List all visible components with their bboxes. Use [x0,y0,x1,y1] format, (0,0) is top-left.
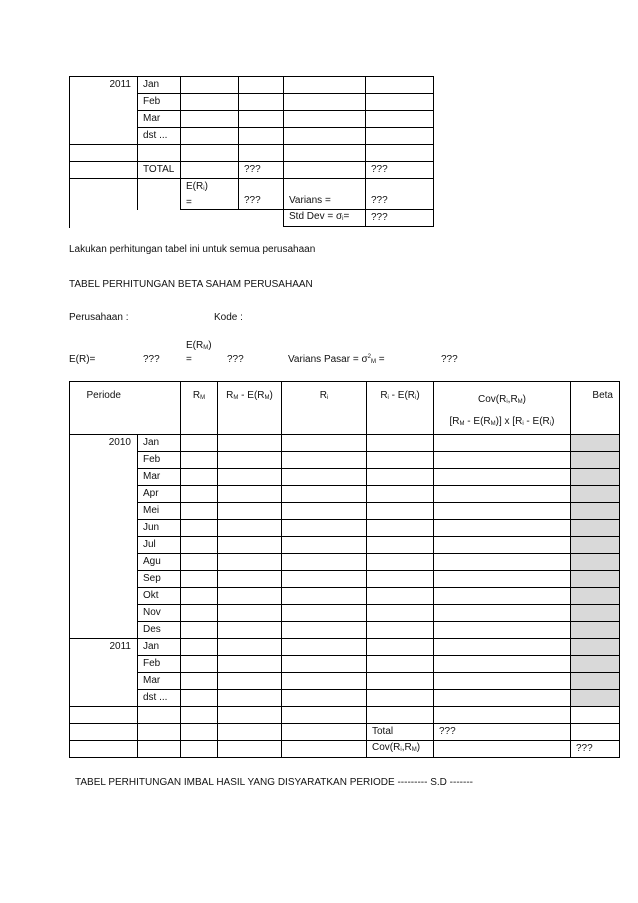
year-cell [70,486,138,503]
table-row [70,77,434,94]
table-row [70,690,620,707]
erm-value: ??? [227,354,244,365]
beta-cell [571,571,620,588]
table-row [70,656,620,673]
beta-cell [571,554,620,571]
top-partial-table [69,76,434,227]
table-row [70,435,620,452]
month-cell: Agu [138,554,181,571]
beta-value: ??? [571,741,620,758]
eri-label: $E(R_i)$ = [181,179,239,210]
year-cell: 2011 [70,639,138,656]
year-cell [70,469,138,486]
stddev-value: ??? [366,210,434,227]
header-rm: $R_M$ [181,382,218,435]
varians-pasar-label: Varians Pasar = $\sigma^2_M$ = [288,354,385,365]
total-row [70,162,434,179]
month-cell: Mar [138,111,181,128]
year-cell [70,656,138,673]
month-cell: dst ... [138,128,181,145]
table-row [70,452,620,469]
month-cell: dst ... [138,690,181,707]
beta-cell [571,520,620,537]
beta-cell [571,435,620,452]
varians-value: ??? [366,179,434,210]
header-periode: Periode [70,382,138,435]
table-row [70,145,434,162]
table-row [70,537,620,554]
year-cell [70,537,138,554]
stddev-label: Std Dev = $\sigma_i=$ [284,210,366,227]
table-row [70,554,620,571]
month-cell: Des [138,622,181,639]
er-value: ??? [143,354,160,365]
imbal-table-title: TABEL PERHITUNGAN IMBAL HASIL YANG DISYARATKAN PERIODE --------- S.D ------- [75,777,473,788]
month-cell: Mar [138,469,181,486]
month-cell: Feb [138,452,181,469]
eri-value: ??? [239,179,284,210]
table-row [70,673,620,690]
header-rm-erm: $R_M - E(R_M)$ [218,382,282,435]
total-label: TOTAL [138,162,181,179]
month-cell: Mar [138,673,181,690]
header-cov-formula: $[R_M - E(R_M)]$ x [$R_i - E(R_i)$ [449,416,555,427]
month-cell: Apr [138,486,181,503]
er-label: E(R)= [69,354,96,365]
year-cell [70,673,138,690]
erm-label: $E(R_M)$ [186,340,212,351]
total-value-1: ??? [239,162,284,179]
month-cell: Feb [138,656,181,673]
table-row [70,520,620,537]
table-row [70,707,620,724]
stddev-row [70,210,434,227]
month-cell: Jan [138,435,181,452]
table-row [70,622,620,639]
varians-pasar-value: ??? [441,354,458,365]
cov-row [70,741,620,758]
year-cell [70,571,138,588]
month-cell: Nov [138,605,181,622]
table-row [70,111,434,128]
year-cell [70,554,138,571]
beta-table [69,381,620,758]
beta-cell [571,673,620,690]
year-cell: 2010 [70,435,138,452]
beta-cell [571,639,620,656]
beta-cell [571,452,620,469]
table-row [70,503,620,520]
year-cell [70,520,138,537]
month-cell: Sep [138,571,181,588]
month-cell: Feb [138,94,181,111]
header-beta: Beta [571,382,620,435]
beta-table-title: TABEL PERHITUNGAN BETA SAHAM PERUSAHAAN [69,279,313,290]
table-edge [69,222,70,228]
month-cell: Jul [138,537,181,554]
cov-label: $Cov(R_i,R_M)$ [367,741,434,758]
beta-cell [571,469,620,486]
header-row [70,382,620,435]
header-cov: $Cov(R_i,R_M)$ $[R_M - E(R_M)]$ x [$R_i - E(R_i)$ [434,382,571,435]
eri-row [70,179,434,210]
table-row [70,128,434,145]
month-cell: Jun [138,520,181,537]
table-row [70,639,620,656]
year-cell [70,605,138,622]
total-value: ??? [434,724,571,741]
table-row [70,605,620,622]
beta-cell [571,486,620,503]
table-row [70,588,620,605]
total-label: Total [367,724,434,741]
year-cell: 2011 [70,77,138,94]
table-row [70,486,620,503]
header-ri: $R_i$ [282,382,367,435]
erm-eq: = [186,354,192,365]
beta-cell [571,588,620,605]
year-cell [70,622,138,639]
beta-cell [571,690,620,707]
varians-label: Varians = [284,179,366,210]
month-cell: Jan [138,639,181,656]
month-cell: Jan [138,77,181,94]
year-cell [70,503,138,520]
month-cell: Mei [138,503,181,520]
year-cell [70,452,138,469]
perusahaan-label: Perusahaan : [69,312,129,323]
year-cell [70,690,138,707]
year-cell [70,588,138,605]
instruction-text: Lakukan perhitungan tabel ini untuk semua perusahaan [69,244,316,255]
beta-cell [571,622,620,639]
table-row [70,571,620,588]
total-row [70,724,620,741]
kode-label: Kode : [214,312,243,323]
beta-cell [571,605,620,622]
header-ri-eri: $R_i - E(R_i)$ [367,382,434,435]
total-value-2: ??? [366,162,434,179]
beta-cell [571,537,620,554]
beta-cell [571,656,620,673]
table-row [70,469,620,486]
beta-cell [571,503,620,520]
month-cell: Okt [138,588,181,605]
table-row [70,94,434,111]
